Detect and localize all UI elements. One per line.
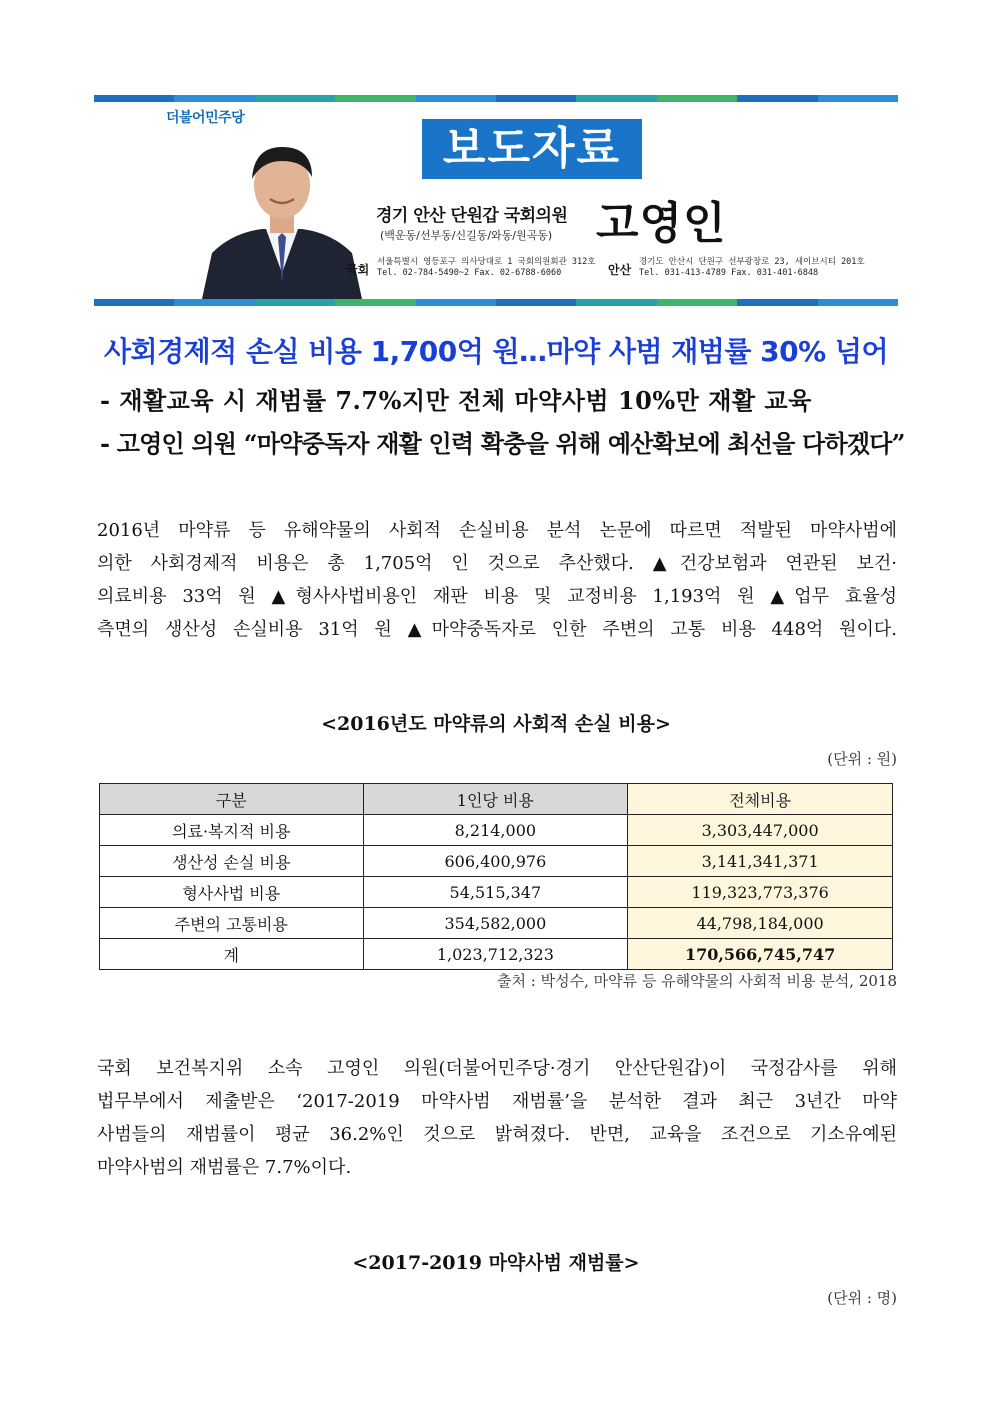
- table1-title: <2016년도 마약류의 사회적 손실 비용>: [321, 713, 671, 735]
- banner-bottom-stripe: [94, 299, 898, 306]
- cell-per-person: 354,582,000: [363, 908, 628, 939]
- cell-category: 의료·복지적 비용: [100, 815, 364, 846]
- table-total-row: [100, 939, 893, 970]
- paragraph-line: 사범들의 재범률이 평균 36.2%인 것으로 밝혀졌다. 반면, 교육을 조건으로 기소유예된: [97, 1124, 897, 1145]
- cell-category: 형사사법 비용: [100, 877, 364, 908]
- districts: (백운동/선부동/신길동/와동/원곡동): [380, 229, 553, 242]
- press-release-banner: [94, 95, 898, 308]
- cell-total: 3,141,341,371: [628, 846, 893, 877]
- table1-source: 출처 : 박성수, 마약류 등 유해약물의 사회적 비용 분석, 2018: [497, 972, 897, 990]
- social-cost-table: [99, 783, 893, 970]
- header-total: 전체비용: [628, 784, 893, 815]
- table2-unit: (단위 : 명): [827, 1289, 897, 1307]
- table-row: [100, 908, 893, 939]
- header-per-person: 1인당 비용: [363, 784, 628, 815]
- national-office-label: 국회: [346, 263, 370, 277]
- lawmaker-portrait: [192, 133, 372, 299]
- party-name: 더불어민주당: [166, 110, 245, 126]
- cell-category: 생산성 손실 비용: [100, 846, 364, 877]
- table-row: [100, 815, 893, 846]
- paragraph-line: 의한 사회경제적 비용은 총 1,705억 인 것으로 추산했다. ▲건강보험과 연관된 보건·: [97, 553, 897, 574]
- local-office-address: 경기도 안산시 단원구 선부광장로 23, 세이브시티 201호 Tel. 031-413-4789 Fax. 031-401-6848: [639, 257, 865, 278]
- subheadline-2: - 고영인 의원 “마약중독자 재활 인력 확충을 위해 예산확보에 최선을 다하겠다”: [100, 429, 905, 458]
- cell-total: 119,323,773,376: [628, 877, 893, 908]
- cell-per-person: 1,023,712,323: [363, 939, 628, 970]
- subheadline-1: - 재활교육 시 재범률 7.7%지만 전체 마약사범 10%만 재활 교육: [100, 386, 812, 415]
- table-row: [100, 846, 893, 877]
- paragraph-line: 의료비용 33억 원 ▲형사사법비용인 재판 비용 및 교정비용 1,193억 원 ▲업무 효율성: [97, 586, 897, 607]
- member-role: 경기 안산 단원갑 국회의원: [376, 206, 568, 226]
- headline: 사회경제적 손실 비용 1,700억 원…마약 사범 재범률 30% 넘어: [103, 335, 889, 368]
- cell-per-person: 8,214,000: [363, 815, 628, 846]
- cell-per-person: 606,400,976: [363, 846, 628, 877]
- paragraph-line: 국회 보건복지위 소속 고영인 의원(더불어민주당·경기 안산단원갑)이 국정감사를 위해: [97, 1058, 897, 1079]
- table1-unit: (단위 : 원): [827, 750, 897, 768]
- cell-category: 주변의 고통비용: [100, 908, 364, 939]
- member-name: 고영인: [596, 198, 727, 249]
- cell-grand-total: 170,566,745,747: [628, 939, 893, 970]
- header-category: 구분: [100, 784, 364, 815]
- cell-total: 3,303,447,000: [628, 815, 893, 846]
- body-paragraph-2: [97, 1052, 897, 1184]
- cell-category: 계: [100, 939, 364, 970]
- table-header-row: [100, 784, 893, 815]
- paragraph-line: 2016년 마약류 등 유해약물의 사회적 손실비용 분석 논문에 따르면 적발된 마약사범에: [97, 520, 897, 541]
- banner-top-stripe: [94, 95, 898, 102]
- cell-total: 44,798,184,000: [628, 908, 893, 939]
- press-release-label: 보도자료: [422, 119, 642, 179]
- local-office-label: 안산: [608, 263, 632, 277]
- national-office-address: 서울특별시 영등포구 의사당대로 1 국회의원회관 312호 Tel. 02-784-5490~2 Fax. 02-6788-6060: [377, 257, 596, 278]
- paragraph-line: 법무부에서 제출받은 ‘2017-2019 마약사범 재범률’을 분석한 결과 최근 3년간 마약: [97, 1091, 897, 1112]
- cell-per-person: 54,515,347: [363, 877, 628, 908]
- table-row: [100, 877, 893, 908]
- paragraph-line: 마약사범의 재범률은 7.7%이다.: [97, 1157, 352, 1178]
- table2-title: <2017-2019 마약사범 재범률>: [352, 1252, 640, 1274]
- paragraph-line: 측면의 생산성 손실비용 31억 원 ▲마약중독자로 인한 주변의 고통 비용 448억 원이다.: [97, 619, 897, 640]
- body-paragraph-1: [97, 514, 897, 646]
